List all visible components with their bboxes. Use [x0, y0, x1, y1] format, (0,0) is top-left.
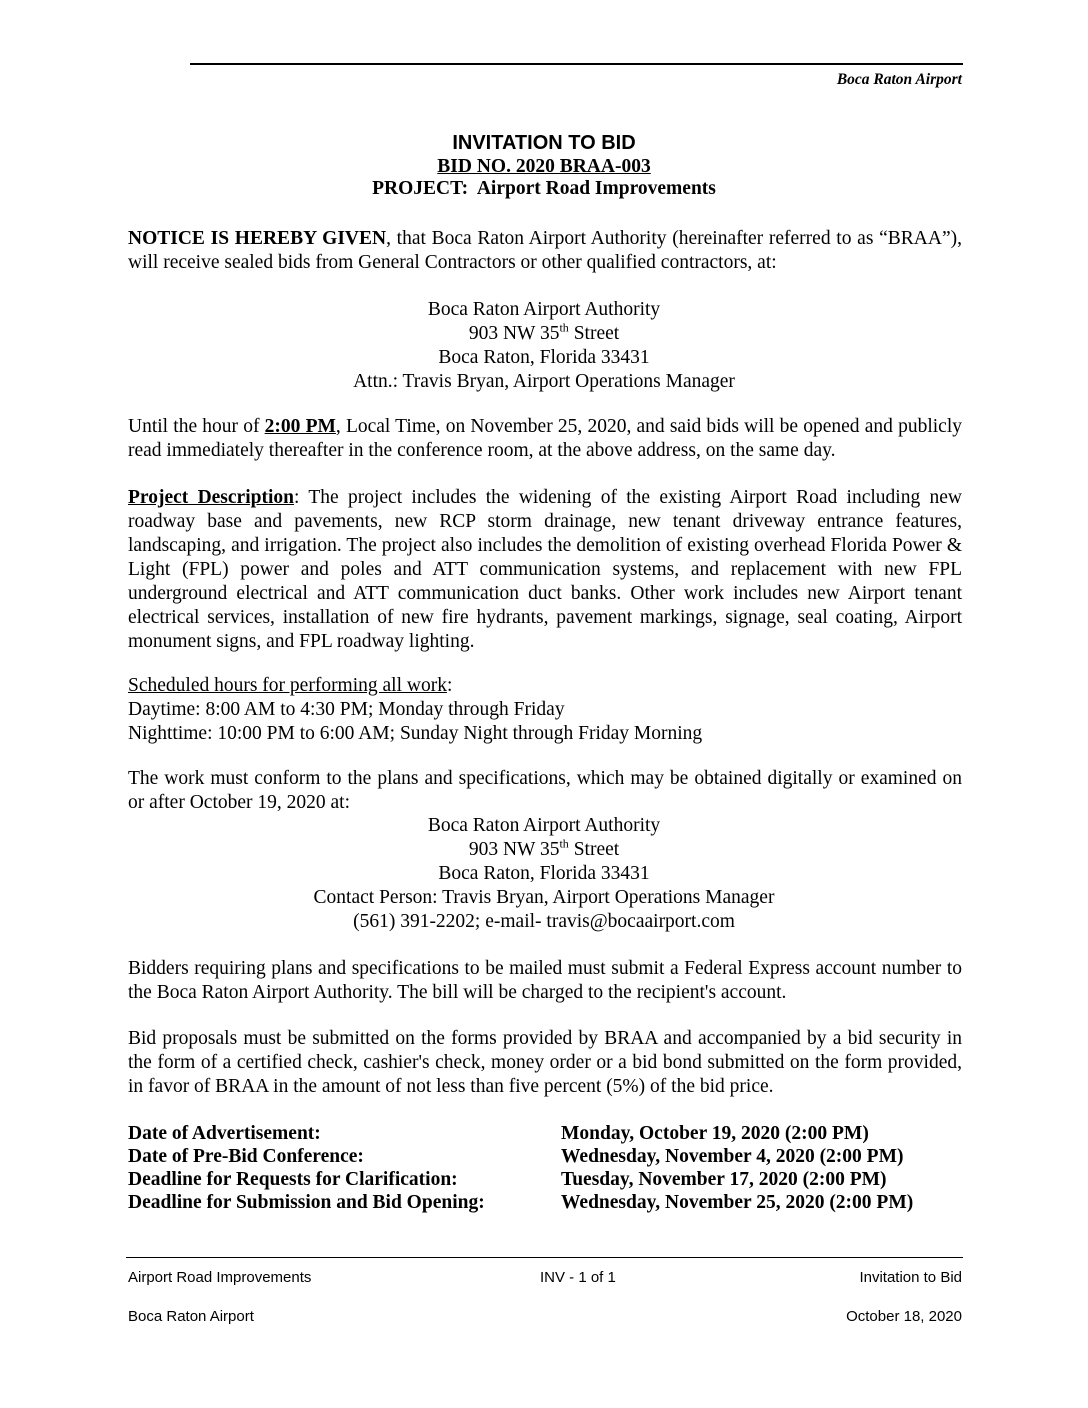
project-name: Airport Road Improvements — [476, 178, 716, 199]
contact-phone-email: (561) 391-2202; e-mail- travis@bocaairport.com — [353, 911, 735, 932]
schedule-heading: Scheduled hours for performing all work — [128, 675, 447, 696]
plans-paragraph: The work must conform to the plans and specifications, which may be obtained digitally or examined on or after October 19, 2020 at: — [128, 768, 962, 813]
contact-person: Contact Person: Travis Bryan, Airport Operations Manager — [313, 887, 775, 908]
date-label: Date of Advertisement: — [128, 1123, 321, 1144]
proposal-paragraph: Bid proposals must be submitted on the forms provided by BRAA and accompanied by a bid security in the form of a certified check, cashier's check, money order or a bid bond submitted on the form provided, in favor of BRAA in the amount of not less than five percent (5%) of the bid price. — [128, 1028, 962, 1097]
date-value: Wednesday, November 4, 2020 (2:00 PM) — [561, 1146, 904, 1167]
footer-rule — [126, 1257, 963, 1258]
project-description-label: Project Description — [128, 487, 294, 508]
project-title — [0, 178, 1088, 200]
footer-project: Airport Road Improvements — [128, 1269, 312, 1286]
footer-page-number: INV - 1 of 1 — [540, 1269, 616, 1286]
bid-number: BID NO. 2020 BRAA-003 — [437, 156, 651, 177]
mailing-paragraph: Bidders requiring plans and specifications to be mailed must submit a Federal Express account number to the Boca Raton Airport Authority. The bill will be charged to the recipient's account. — [128, 958, 962, 1003]
document-title: INVITATION TO BID — [452, 132, 636, 154]
date-value: Tuesday, November 17, 2020 (2:00 PM) — [561, 1169, 887, 1190]
deadline-time: 2:00 PM — [264, 416, 336, 437]
footer-org: Boca Raton Airport — [128, 1308, 254, 1325]
schedule-daytime: Daytime: 8:00 AM to 4:30 PM; Monday through Friday — [128, 699, 565, 720]
plans-address-street: 903 NW 35th Street — [468, 836, 620, 860]
date-row — [128, 1122, 962, 1145]
plans-address-name: Boca Raton Airport Authority — [427, 815, 661, 836]
notice-text: , that Boca Raton Airport Authority (hereinafter referred to as “BRAA”), will receive sealed bids from General Contractors or other qualified contractors, at: — [128, 228, 962, 273]
project-description-text: : The project includes the widening of the existing Airport Road including new roadway base and pavements, new RCP storm drainage, new tenant driveway entrance features, landscaping, and irrigation. The project also includes the demolition of existing overhead Florida Power & Light (FPL) power and poles and ATT communication systems, and replacement with new FPL underground electrical and ATT communication duct banks. Other work includes new Airport tenant electrical services, installation of new fire hydrants, pavement markings, signage, seal coating, Airport monument signs, and FPL roadway lighting. — [128, 487, 962, 652]
date-label: Date of Pre-Bid Conference: — [128, 1146, 364, 1167]
title-block — [0, 130, 1088, 200]
date-value: Wednesday, November 25, 2020 (2:00 PM) — [561, 1192, 914, 1213]
footer-doc-type: Invitation to Bid — [859, 1269, 962, 1286]
date-value: Monday, October 19, 2020 (2:00 PM) — [561, 1123, 869, 1144]
project-description — [128, 486, 962, 654]
notice-lead: NOTICE IS HEREBY GIVEN — [128, 228, 387, 249]
notice-paragraph — [128, 227, 962, 275]
header-org: Boca Raton Airport — [836, 71, 962, 88]
date-row — [128, 1168, 962, 1191]
address-name: Boca Raton Airport Authority — [427, 299, 661, 320]
address-attn: Attn.: Travis Bryan, Airport Operations Manager — [353, 371, 735, 392]
work-schedule: Scheduled hours for performing all work: Daytime: 8:00 AM to 4:30 PM; Monday through Friday Nighttime: 10:00 PM to 6:00 AM; Sunday Night through Friday Morning — [128, 674, 962, 746]
address-street: 903 NW 35th Street — [468, 320, 620, 344]
date-label: Deadline for Requests for Clarification: — [128, 1169, 458, 1190]
deadline-paragraph: Until the hour of 2:00 PM, Local Time, on November 25, 2020, and said bids will be opened and publicly read immediately thereafter in the conference room, at the above address, on the same day. — [128, 416, 962, 461]
key-dates — [128, 1122, 962, 1214]
date-label: Deadline for Submission and Bid Opening: — [128, 1192, 485, 1213]
date-row — [128, 1145, 962, 1168]
footer-date: October 18, 2020 — [846, 1308, 962, 1325]
date-row — [128, 1191, 962, 1214]
plans-address — [0, 814, 1088, 934]
plans-address-city: Boca Raton, Florida 33431 — [438, 863, 650, 884]
address-city: Boca Raton, Florida 33431 — [438, 347, 650, 368]
header-rule — [190, 63, 963, 65]
bid-address — [0, 298, 1088, 394]
project-label: PROJECT: — [372, 178, 469, 199]
schedule-nighttime: Nighttime: 10:00 PM to 6:00 AM; Sunday Night through Friday Morning — [128, 723, 703, 744]
